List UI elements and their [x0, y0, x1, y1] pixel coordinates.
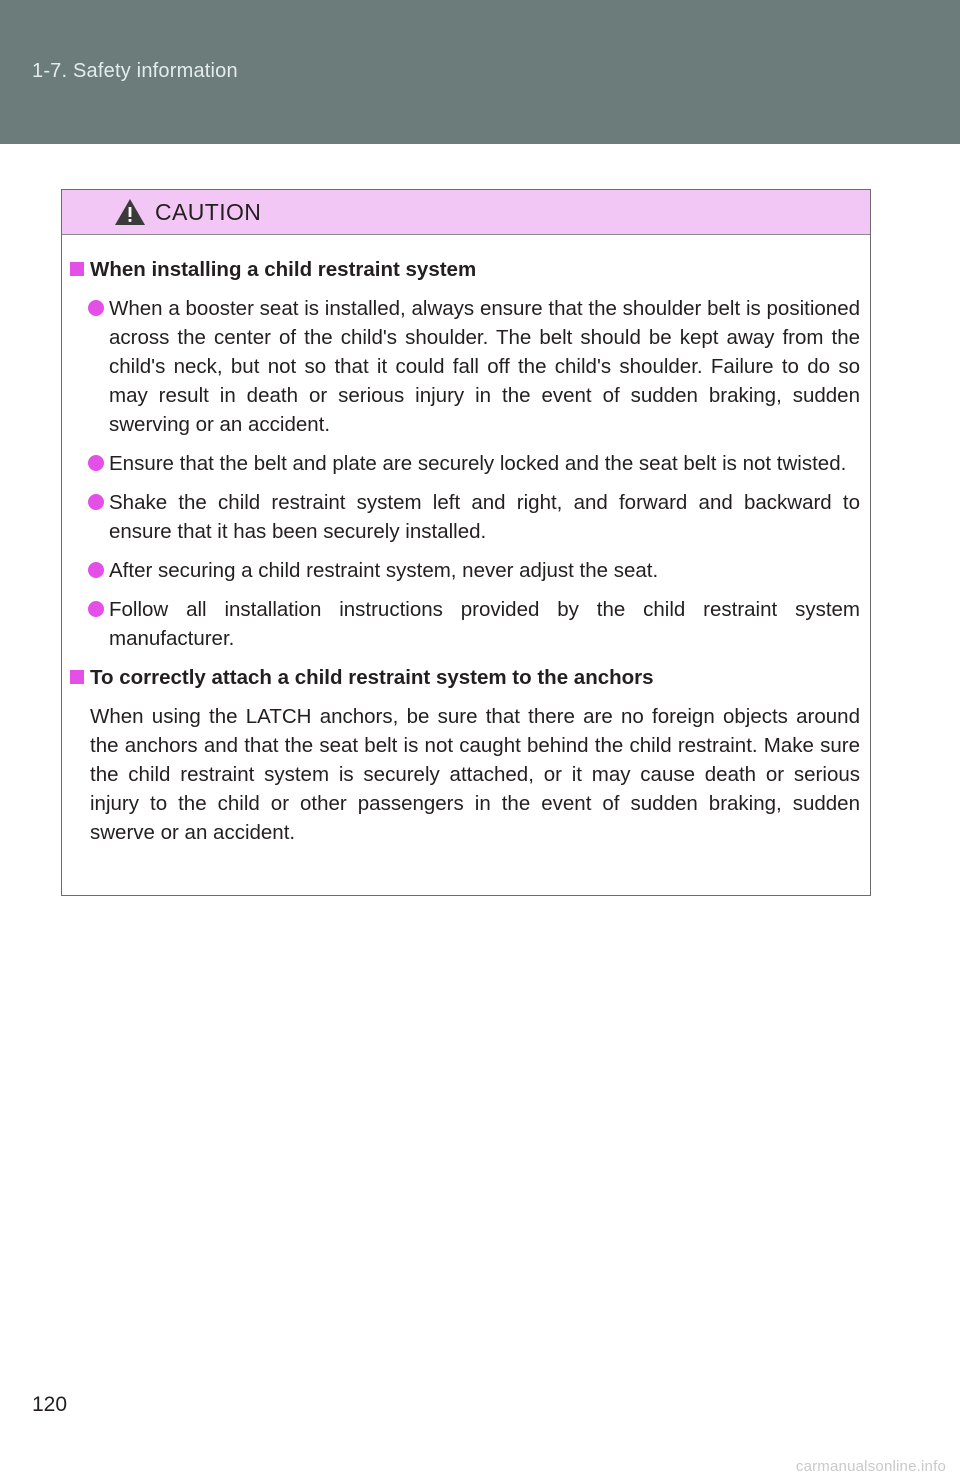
watermark: carmanualsonline.info: [795, 1458, 946, 1475]
circle-bullet-icon: [88, 494, 104, 510]
list-item: [62, 488, 860, 546]
header-band: [0, 0, 960, 144]
circle-bullet-icon: [88, 562, 104, 578]
list-item-text: After securing a child restraint system, never adjust the seat.: [109, 559, 659, 582]
warning-triangle-icon: [114, 198, 146, 226]
list-item-text: When a booster seat is installed, always ensure that the shoulder belt is positioned across the center of the child's shoulder. The belt should be kept away from the child's neck, but not so that it could fall off the child's shoulder. Failure to do so may result in death or serious injury in the event of sudden braking, sudden swerving or an accident.: [109, 297, 860, 436]
section-heading: [62, 663, 860, 692]
circle-bullet-icon: [88, 455, 104, 471]
section-title: 1-7. Safety information: [32, 60, 238, 82]
circle-bullet-icon: [88, 300, 104, 316]
section-heading-text: When installing a child restraint system: [90, 258, 477, 281]
list-item: [62, 449, 860, 478]
list-item: [62, 595, 860, 653]
section-heading-text: To correctly attach a child restraint system to the anchors: [90, 666, 654, 689]
page-number: 120: [32, 1393, 68, 1416]
list-item-text: Follow all installation instructions provided by the child restraint system manufacturer.: [109, 598, 860, 650]
caution-box: [61, 189, 871, 896]
caution-header: [62, 190, 870, 235]
list-item: [62, 556, 860, 585]
section-paragraph: When using the LATCH anchors, be sure that there are no foreign objects around the anchors and that the seat belt is not caught behind the child restraint. Make sure the child restraint system is securely attached, or it may cause death or serious injury to the child or other passengers in the event of sudden braking, sudden swerve or an accident.: [90, 705, 860, 844]
circle-bullet-icon: [88, 601, 104, 617]
caution-title: CAUTION: [155, 199, 262, 225]
square-bullet-icon: [70, 262, 84, 276]
list-item: [62, 294, 860, 439]
section-heading: [62, 255, 860, 284]
list-item-text: Ensure that the belt and plate are securely locked and the seat belt is not twisted.: [109, 452, 847, 475]
list-item-text: Shake the child restraint system left and right, and forward and backward to ensure that it has been securely installed.: [109, 491, 860, 543]
caution-body: [62, 235, 870, 847]
square-bullet-icon: [70, 670, 84, 684]
